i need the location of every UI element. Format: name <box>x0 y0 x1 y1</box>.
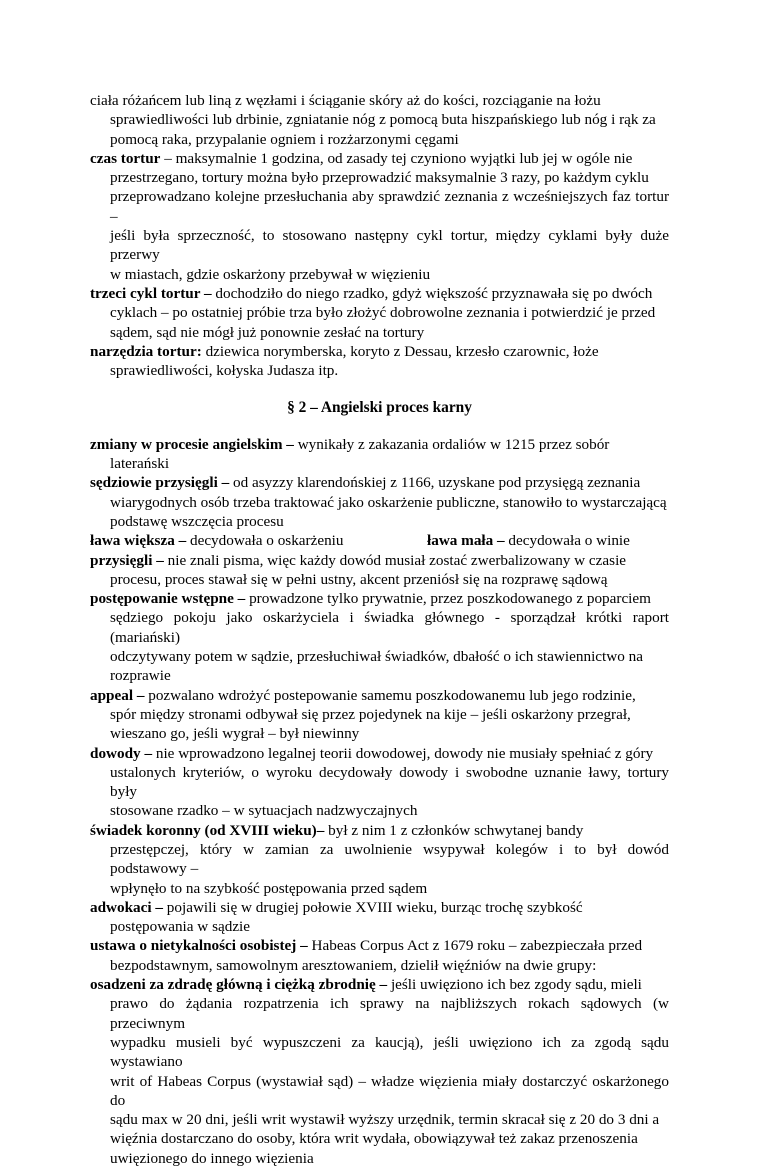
definition-text: – maksymalnie 1 godzina, od zasady tej czyniono wyjątki lub jej w ogóle nie <box>160 149 633 167</box>
definition-line: spór między stronami odbywał się przez pojedynek na kije – jeśli oskarżony przegrał, <box>110 705 631 723</box>
grand-jury-text: decydowała o oskarżeniu <box>186 532 344 550</box>
definition-first-line <box>90 936 669 955</box>
definition-term: postępowanie wstępne – <box>90 590 246 608</box>
definition-line: wypadku musieli być wypuszczeni za kaucją), jeśli uwięziono ich za zgodą sądu wystawiano <box>110 1033 669 1071</box>
section-heading: § 2 – Angielski proces karny <box>287 399 472 417</box>
definition-line: bezpodstawnym, samowolnym aresztowaniem, dzielił więźniów na dwie grupy: <box>110 956 597 974</box>
definition-text: był z nim 1 z członków schwytanej bandy <box>324 821 584 839</box>
definition-term: narzędzia tortur: <box>90 342 202 360</box>
definition-line: przestrzegano, tortury można było przeprowadzić maksymalnie 3 razy, po każdym cyklu <box>110 169 649 187</box>
definition-line: stosowane rzadko – w sytuacjach nadzwyczajnych <box>110 802 418 820</box>
definition-line: ustalonych kryteriów, o wyroku decydowały dowody i swobodne uznanie ławy, tortury były <box>110 763 669 801</box>
definition-line: uwięzionego do innego więzienia <box>110 1149 314 1167</box>
petty-jury-text: decydowała o winie <box>504 532 630 550</box>
definition-text: jeśli uwięziono ich bez zgody sądu, mieli <box>387 976 642 994</box>
definition-text: nie wprowadzono legalnej teorii dowodowej, dowody nie musiały spełniać z góry <box>152 744 654 762</box>
definition-term: przysięgli – <box>90 551 164 569</box>
definition-line: postępowania w sądzie <box>110 918 251 936</box>
definition-line: odczytywany potem w sądzie, przesłuchiwał świadków, dbałość o ich stawiennictwo na <box>110 648 643 666</box>
definition-line: sądu max w 20 dni, jeśli writ wystawił wyższy urzędnik, termin skracał się z 20 do 3 dni a <box>110 1111 660 1129</box>
definition-line: rozprawie <box>110 667 171 685</box>
definition-entry <box>90 435 669 474</box>
definition-line: przestępczej, który w zamian za uwolnienie wsypywał kolegów i to był dowód podstawowy – <box>110 840 669 878</box>
definition-line: podstawę wszczęcia procesu <box>110 512 284 530</box>
intro-line: pomocą raka, przypalanie ogniem i rozżarzonymi cęgami <box>110 130 459 148</box>
definition-text: prowadzone tylko prywatnie, przez poszkodowanego z poparciem <box>245 590 651 608</box>
definition-entry <box>90 589 669 685</box>
definition-line: więźnia dostarczano do osoby, która writ wydała, obowiązywał też zakaz przenoszenia <box>110 1130 638 1148</box>
jury-row <box>90 531 669 550</box>
definition-text: wynikały z zakazania ordaliów w 1215 przez sobór <box>293 435 610 453</box>
definition-line: writ of Habeas Corpus (wystawiał sąd) – władze więzienia miały dostarczyć oskarżonego do <box>110 1072 669 1109</box>
definition-line: sędziego pokoju jako oskarżyciela i świadka głównego - sporządzał krótki raport (mariański) <box>110 609 669 646</box>
definition-entry <box>90 821 669 898</box>
definition-entry <box>90 551 669 590</box>
definition-term: zmiany w procesie angielskim – <box>90 435 294 453</box>
definition-line: laterański <box>110 455 170 473</box>
definition-term: sędziowie przysięgli – <box>90 474 230 492</box>
definition-text: nie znali pisma, więc każdy dowód musiał zostać zwerbalizowany w czasie <box>163 551 627 569</box>
definition-line: sprawiedliwości, kołyska Judasza itp. <box>110 362 339 380</box>
definition-line: jeśli była sprzeczność, to stosowano następny cykl tortur, między cyklami były duże przerwy <box>110 227 669 264</box>
definition-term: appeal – <box>90 686 145 704</box>
definition-first-line <box>90 551 669 570</box>
definition-term: trzeci cykl tortur – <box>90 284 212 302</box>
grand-jury-term: ława większa – <box>90 532 187 550</box>
definition-line: sądem, sąd nie mógł już ponownie zesłać na tortury <box>110 323 425 341</box>
definition-line: przeprowadzano kolejne przesłuchania aby sprawdzić zeznania z wcześniejszych faz tortur – <box>110 188 669 225</box>
definition-entry <box>90 936 669 975</box>
definition-first-line <box>90 284 669 303</box>
definition-line: wpłynęło to na szybkość postępowania przed sądem <box>110 879 428 897</box>
intro-paragraph <box>90 91 669 149</box>
definition-entry <box>90 342 669 381</box>
petty-jury-entry <box>427 531 630 550</box>
english-process-definitions-b <box>90 551 669 1168</box>
definition-term: adwokaci – <box>90 898 163 916</box>
definition-entry <box>90 149 669 284</box>
definition-entry <box>90 284 669 342</box>
definition-first-line <box>90 821 669 840</box>
definition-term: osadzeni za zdradę główną i ciężką zbrodnię – <box>90 976 388 994</box>
definition-first-line <box>90 589 669 608</box>
definition-first-line <box>90 744 669 763</box>
definition-text: dziewica norymberska, koryto z Dessau, krzesło czarownic, łoże <box>201 342 599 360</box>
definition-text: pojawili się w drugiej połowie XVIII wieku, burząc trochę szybkość <box>163 898 583 916</box>
intro-line: sprawiedliwości lub drbinie, zgniatanie nóg z pomocą buta hiszpańskiego lub nóg i rąk za <box>110 111 656 129</box>
definition-first-line <box>90 898 669 917</box>
english-process-definitions-a <box>90 435 669 531</box>
definition-line: wieszano go, jeśli wygrał – był niewinny <box>110 725 360 743</box>
definition-first-line <box>90 686 669 705</box>
definition-line: prawo do żądania rozpatrzenia ich sprawy na najbliższych rokach sądowych (w przeciwnym <box>110 995 669 1032</box>
definition-first-line <box>90 435 669 454</box>
definition-entry <box>90 744 669 821</box>
definition-entry <box>90 975 669 1168</box>
definition-line: w miastach, gdzie oskarżony przebywał w więzieniu <box>110 265 431 283</box>
definition-entry <box>90 686 669 744</box>
definition-term: dowody – <box>90 744 153 762</box>
definition-line: cyklach – po ostatniej próbie trza było złożyć dobrowolne zeznania i potwierdzić je przed <box>110 304 656 322</box>
grand-jury-entry <box>90 531 343 550</box>
torture-definitions <box>90 149 669 381</box>
definition-first-line <box>90 342 669 361</box>
definition-term: czas tortur <box>90 149 161 167</box>
definition-term: świadek koronny (od XVIII wieku)– <box>90 821 325 839</box>
definition-text: dochodziło do niego rzadko, gdyż większość przyznawała się po dwóch <box>211 284 653 302</box>
page-content <box>90 91 669 1168</box>
intro-line: ciała różańcem lub liną z węzłami i ściąganie skóry aż do kości, rozciąganie na łożu <box>90 92 601 109</box>
definition-first-line <box>90 149 669 168</box>
definition-text: od asyzzy klarendońskiej z 1166, uzyskane pod przysięgą zeznania <box>229 474 641 492</box>
definition-term: ustawa o nietykalności osobistej – <box>90 937 308 955</box>
definition-entry <box>90 473 669 531</box>
definition-entry <box>90 898 669 937</box>
definition-first-line <box>90 473 669 492</box>
definition-line: wiarygodnych osób trzeba traktować jako oskarżenie publiczne, stanowiło to wystarczającą <box>110 493 667 511</box>
definition-text: Habeas Corpus Act z 1679 roku – zabezpieczała przed <box>307 937 643 955</box>
definition-first-line <box>90 975 669 994</box>
petty-jury-term: ława mała – <box>427 532 505 550</box>
definition-line: procesu, proces stawał się w pełni ustny, akcent przeniósł się na rozprawę sądową <box>110 570 608 588</box>
definition-text: pozwalano wdrożyć postepowanie samemu poszkodowanemu lub jego rodzinie, <box>144 686 636 704</box>
